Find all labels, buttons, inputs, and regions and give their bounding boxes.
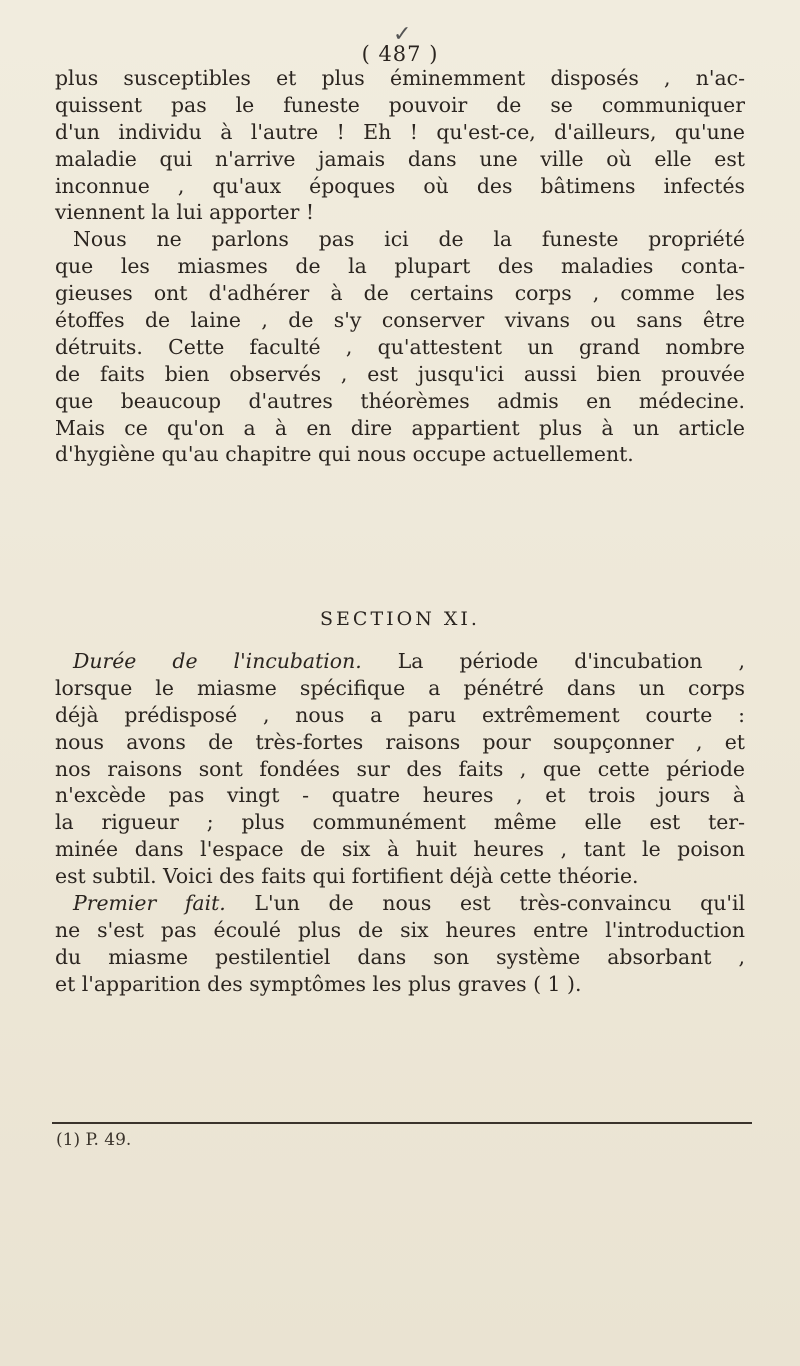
- text-line: lorsque le miasme spécifique a pénétré dans un corps: [55, 675, 745, 700]
- text-line: ne s'est pas écoulé plus de six heures entre l'introduction: [55, 917, 745, 942]
- section-heading: SECTION XI.: [320, 608, 480, 630]
- text-line: Mais ce qu'on a à en dire appartient plus à un article: [55, 415, 745, 440]
- text-line: de faits bien observés , est jusqu'ici aussi bien prouvée: [55, 361, 745, 386]
- text-line: que les miasmes de la plupart des maladies conta-: [55, 254, 745, 279]
- text-line: inconnue , qu'aux époques où des bâtimens infectés: [55, 173, 745, 198]
- text-block-bottom: [55, 648, 745, 998]
- paragraph-title: Premier fait.: [73, 891, 226, 916]
- text-run: La période d'incubation ,: [397, 649, 745, 673]
- text-line: [55, 890, 745, 917]
- text-line: étoffes de laine , de s'y conserver vivans ou sans être: [55, 308, 745, 333]
- text-line: que beaucoup d'autres théorèmes admis en médecine.: [55, 388, 745, 413]
- text-line: Nous ne parlons pas ici de la funeste propriété: [73, 227, 745, 252]
- text-line: et l'apparition des symptômes les plus graves ( 1 ).: [55, 971, 582, 996]
- text-line: maladie qui n'arrive jamais dans une ville où elle est: [55, 146, 745, 171]
- text-line: du miasme pestilentiel dans son système absorbant ,: [55, 944, 745, 969]
- text-run: L'un de nous est très-convaincu qu'il: [254, 891, 746, 916]
- footnote: (1) P. 49.: [56, 1130, 132, 1150]
- text-line: minée dans l'espace de six à huit heures , tant le poison: [55, 837, 745, 862]
- text-line: gieuses ont d'adhérer à de certains corps , comme les: [55, 281, 745, 306]
- text-line: nous avons de très-fortes raisons pour soupçonner , et: [55, 729, 745, 754]
- text-line: d'hygiène qu'au chapitre qui nous occupe actuellement.: [55, 442, 634, 467]
- text-line: quissent pas le funeste pouvoir de se communiquer: [55, 92, 745, 117]
- text-block-top: [55, 65, 745, 468]
- check-mark-icon: ✓: [393, 22, 412, 47]
- text-line: est subtil. Voici des faits qui fortifient déjà cette théorie.: [55, 864, 639, 889]
- text-line: n'excède pas vingt - quatre heures , et trois jours à: [55, 783, 745, 808]
- footnote-divider: [52, 1122, 752, 1124]
- text-line: viennent la lui apporter !: [55, 200, 315, 225]
- text-line: d'un individu à l'autre ! Eh ! qu'est-ce, d'ailleurs, qu'une: [55, 119, 745, 144]
- text-line: déjà prédisposé , nous a paru extrêmement courte :: [55, 702, 745, 727]
- text-line: [55, 648, 745, 675]
- text-line: détruits. Cette faculté , qu'attestent un grand nombre: [55, 334, 745, 359]
- text-line: nos raisons sont fondées sur des faits , que cette période: [55, 756, 745, 781]
- text-line: la rigueur ; plus communément même elle est ter-: [55, 810, 745, 835]
- paragraph-title: Durée de l'incubation.: [73, 649, 362, 673]
- text-line: plus susceptibles et plus éminemment disposés , n'ac-: [55, 66, 745, 90]
- page-number: ( 487 ): [361, 42, 439, 66]
